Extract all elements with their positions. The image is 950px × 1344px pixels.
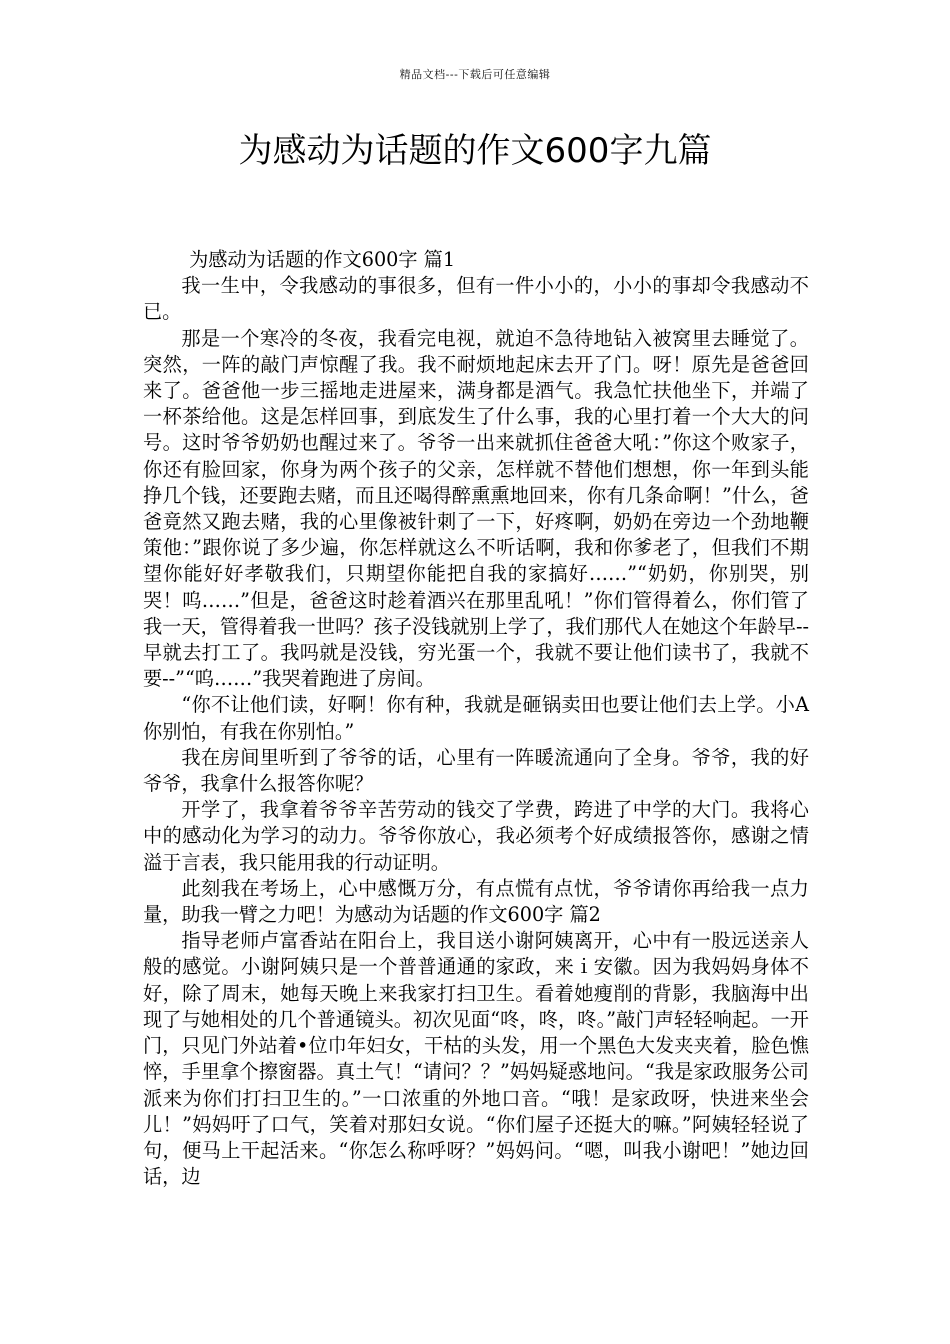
header-note: 精品文档---下载后可任意编辑 [399, 68, 551, 81]
paragraph: “你不让他们读，好啊！你有种，我就是砸锅卖田也要让他们去上学。小A你别怕，有我在你别怕。” [143, 693, 809, 743]
paragraph: 指导老师卢富香站在阳台上，我目送小谢阿姨离开，心中有一股远送亲人般的感觉。小谢阿姨只是一个普普通通的家政，来ｉ安徽。因为我妈妈身体不好，除了周末，她每天晚上来我家打扫卫生。看着她瘦削的背影，我脑海中出现了与她相处的几个普通镜头。初次见面“咚，咚，咚。”敲门声轻轻响起。一开门，只见门外站着•位巾年妇女，干枯的头发，用一个黑色大发夹夹着，脸色憔悴，手里拿个擦窗器。真土气！“请问？？”妈妈疑惑地问。“我是家政服务公司派来为你们打扫卫生的。”一口浓重的外地口音。“哦！是家政呀，快进来坐会儿！”妈妈吁了口气，笑着对那妇女说。“你们屋子还挺大的嘛。”阿姨轻轻说了句，便马上干起活来。“你怎么称呼呀？”妈妈问。“嗯，叫我小谢吧！”她边回话，边 [143, 929, 809, 1189]
paragraph: 开学了，我拿着爷爷辛苦劳动的钱交了学费，跨进了中学的大门。我将心中的感动化为学习的动力。爷爷你放心，我必须考个好成绩报答你，感谢之情溢于言表，我只能用我的行动证明。 [143, 798, 809, 874]
document-body [143, 247, 809, 1190]
paragraph: 我在房间里听到了爷爷的话，心里有一阵暖流通向了全身。爷爷，我的好爷爷，我拿什么报答你呢？ [143, 745, 809, 796]
paragraph: 那是一个寒冷的冬夜，我看完电视，就迫不急待地钻入被窝里去睡觉了。突然，一阵的敲门声惊醒了我。我不耐烦地起床去开了门。呀！原先是爸爸回来了。爸爸他一步三摇地走进屋来，满身都是酒气。我急忙扶他坐下，并端了一杯茶给他。这是怎样回事，到底发生了什么事，我的心里打着一个大大的问号。这时爷爷奶奶也醒过来了。爷爷一出来就抓住爸爸大吼：”你这个败家子，你还有脸回家，你身为两个孩子的父亲，怎样就不替他们想想，你一年到头能挣几个钱，还要跑去赌，而且还喝得醉熏熏地回来，你有几条命啊！”什么，爸爸竟然又跑去赌，我的心里像被针刺了一下，好疼啊，奶奶在旁边一个劲地鞭策他：”跟你说了多少遍，你怎样就这么不听话啊，我和你爹老了，但我们不期望你能好好孝敬我们，只期望你能把自我的家搞好……”“奶奶，你别哭，别哭！呜……”但是，爸爸这时趁着酒兴在那里乱吼！”你们管得着么，你们管了我一天，管得着我一世吗？孩子没钱就别上学了，我们那代人在她这个年龄早--早就去打工了。我吗就是没钱，穷光蛋一个，我就不要让他们读书了，我就不要--”“呜……”我哭着跑进了房间。 [143, 326, 809, 691]
paragraph: 我一生中，令我感动的事很多，但有一件小小的，小小的事却令我感动不已。 [143, 274, 809, 324]
section-heading: 为感动为话题的作文600字 篇1 [189, 248, 456, 271]
paragraph: 此刻我在考场上，心中感慨万分，有点慌有点忧，爷爷请你再给我一点力量，助我一臂之力吧！为感动为话题的作文600字 篇2 [143, 876, 809, 927]
document-title: 为感动为话题的作文600字九篇 [238, 131, 712, 171]
